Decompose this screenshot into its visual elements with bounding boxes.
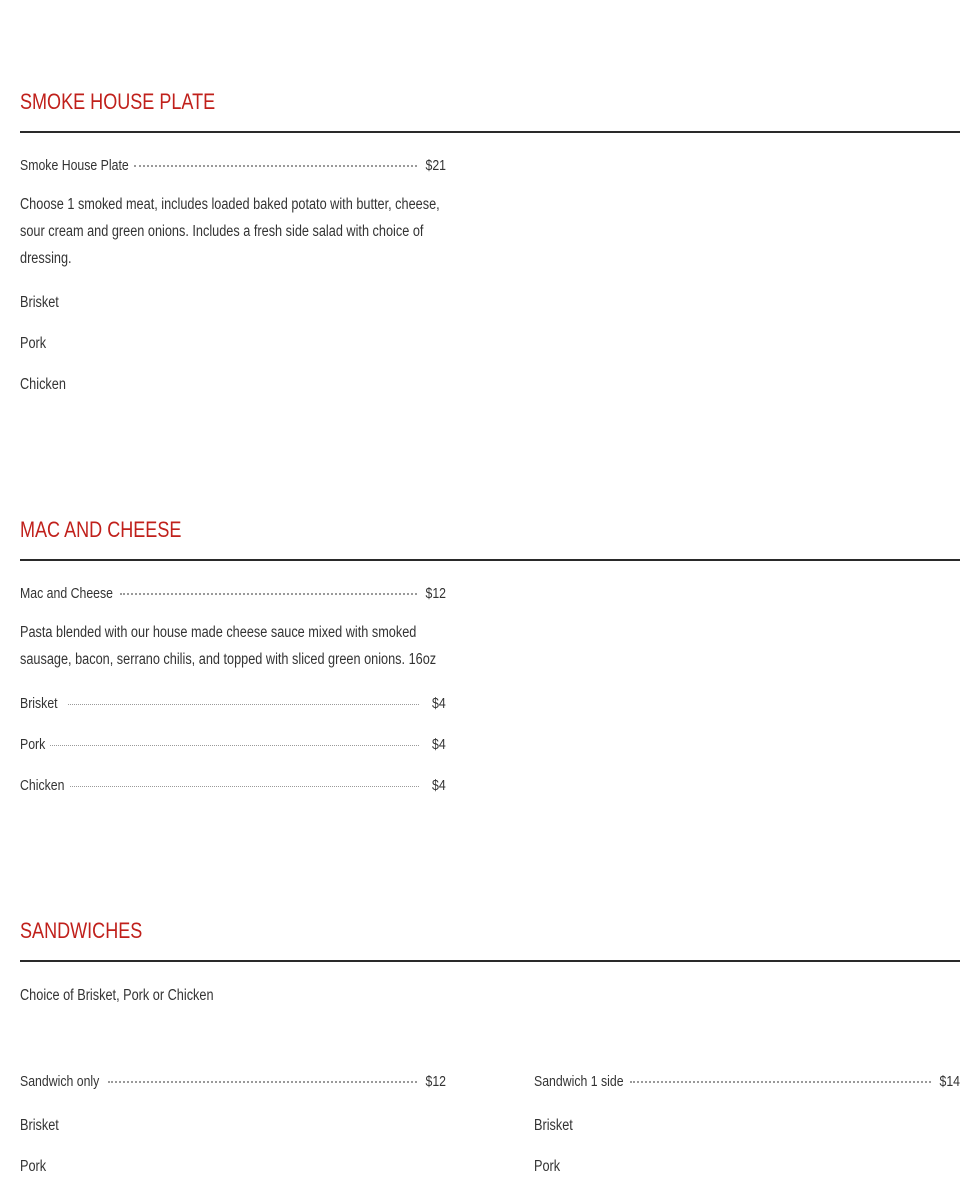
menu-item-smoke-house-plate: [20, 156, 446, 176]
item-price: $21: [425, 157, 446, 174]
section-title-sandwiches: SANDWICHES: [20, 918, 143, 943]
option-pork: Pork: [534, 1158, 561, 1175]
item-price: $12: [425, 1073, 446, 1090]
addon-price: $4: [432, 736, 446, 753]
section-divider: [20, 960, 960, 962]
item-price: $12: [425, 585, 446, 602]
menu-item-sandwich-1-side: [534, 1072, 960, 1092]
addon-chicken: [20, 776, 446, 796]
option-brisket: Brisket: [20, 294, 59, 311]
addon-price: $4: [432, 695, 446, 712]
addon-pork: [20, 735, 446, 755]
addon-name: Chicken: [20, 777, 65, 794]
dotted-leader: [134, 165, 417, 167]
option-brisket: Brisket: [20, 1117, 59, 1134]
dotted-leader: [68, 704, 419, 705]
menu-item-mac-and-cheese: [20, 584, 446, 604]
section-subtitle: Choice of Brisket, Pork or Chicken: [20, 987, 214, 1004]
section-title-mac-and-cheese: MAC AND CHEESE: [20, 517, 182, 542]
section-title-smoke-house-plate: SMOKE HOUSE PLATE: [20, 89, 216, 114]
item-description: Choose 1 smoked meat, includes loaded baked potato with butter, cheese, sour cream and green onions. Includes a fresh side salad with choice of dressing.: [20, 196, 440, 267]
item-price: $14: [939, 1073, 960, 1090]
item-description: Pasta blended with our house made cheese sauce mixed with smoked sausage, bacon, serrano chilis, and topped with sliced green onions. 16oz: [20, 624, 437, 668]
option-pork: Pork: [20, 1158, 47, 1175]
dotted-leader: [70, 786, 419, 787]
menu-item-sandwich-only: [20, 1072, 446, 1092]
addon-price: $4: [432, 777, 446, 794]
dotted-leader: [108, 1081, 417, 1083]
option-brisket: Brisket: [534, 1117, 573, 1134]
dotted-leader: [630, 1081, 931, 1083]
addon-brisket: [20, 694, 446, 714]
dotted-leader: [120, 593, 417, 595]
addon-name: Pork: [20, 736, 46, 753]
option-chicken: Chicken: [20, 376, 66, 393]
dotted-leader: [50, 745, 419, 746]
item-name: Mac and Cheese: [20, 585, 113, 602]
section-divider: [20, 131, 960, 133]
item-name: Smoke House Plate: [20, 157, 129, 174]
section-divider: [20, 559, 960, 561]
addon-name: Brisket: [20, 695, 58, 712]
item-name: Sandwich 1 side: [534, 1073, 624, 1090]
option-pork: Pork: [20, 335, 47, 352]
item-name: Sandwich only: [20, 1073, 100, 1090]
